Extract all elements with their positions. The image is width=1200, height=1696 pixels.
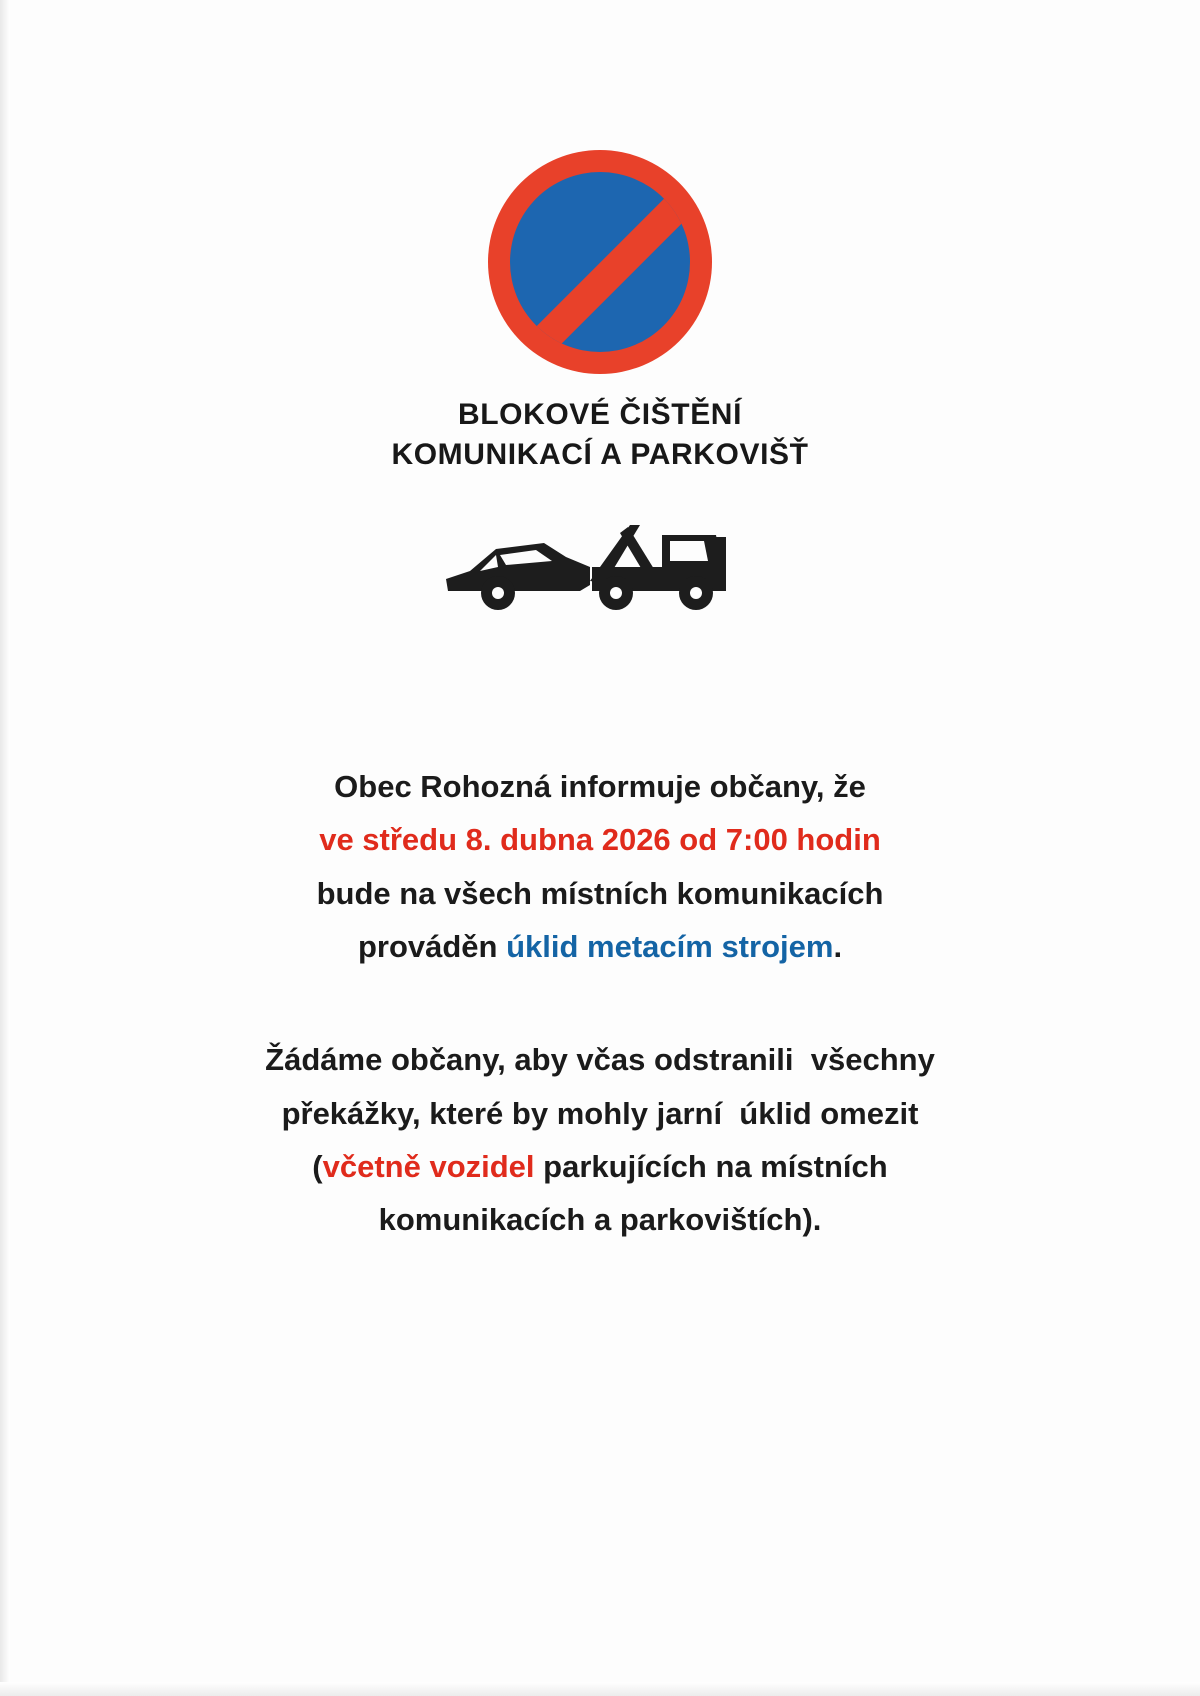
notice-p1-line-4-prefix: prováděn bbox=[357, 928, 507, 964]
sign-caption-line-2: KOMUNIKACÍ A PARKOVIŠŤ bbox=[391, 437, 809, 471]
notice-p1-line-3: bude na všech místních komunikacích bbox=[316, 875, 884, 911]
notice-p2-line-3-suffix: parkujících na místních bbox=[534, 1148, 888, 1184]
notice-p1-line-4 bbox=[100, 920, 1100, 973]
notice-p1-line-4-suffix: . bbox=[833, 928, 843, 964]
sign-caption bbox=[0, 395, 1200, 474]
notice-p2-line-3-highlight: včetně vozidel bbox=[322, 1148, 535, 1184]
sign-caption-line-1: BLOKOVÉ ČIŠTĚNÍ bbox=[457, 398, 743, 431]
tow-truck-container bbox=[0, 505, 1200, 620]
notice-paragraph-2 bbox=[100, 1033, 1100, 1246]
notice-p2-line-3-prefix: ( bbox=[312, 1148, 323, 1184]
scan-edge-bottom bbox=[0, 1682, 1200, 1696]
notice-p2-line-2: překážky, které by mohly jarní úklid omezit bbox=[281, 1095, 919, 1131]
notice-p1-line-2-date: ve středu 8. dubna 2026 od 7:00 hodin bbox=[319, 822, 881, 858]
tow-truck-icon bbox=[440, 505, 760, 615]
sign-container bbox=[0, 150, 1200, 379]
notice-p1-line-1: Obec Rohozná informuje občany, že bbox=[334, 769, 866, 804]
sign-blue-field bbox=[510, 172, 690, 352]
notice-p1-line-4-highlight: úklid metacím strojem bbox=[506, 928, 834, 964]
notice-p2-line-3 bbox=[100, 1140, 1100, 1193]
notice-body bbox=[100, 760, 1100, 1247]
notice-p2-line-4: komunikacích a parkovištích). bbox=[378, 1202, 822, 1238]
no-parking-sign-icon bbox=[488, 150, 712, 374]
notice-paragraph-1 bbox=[100, 760, 1100, 973]
notice-p2-line-1: Žádáme občany, aby včas odstranili všechny bbox=[265, 1042, 935, 1078]
